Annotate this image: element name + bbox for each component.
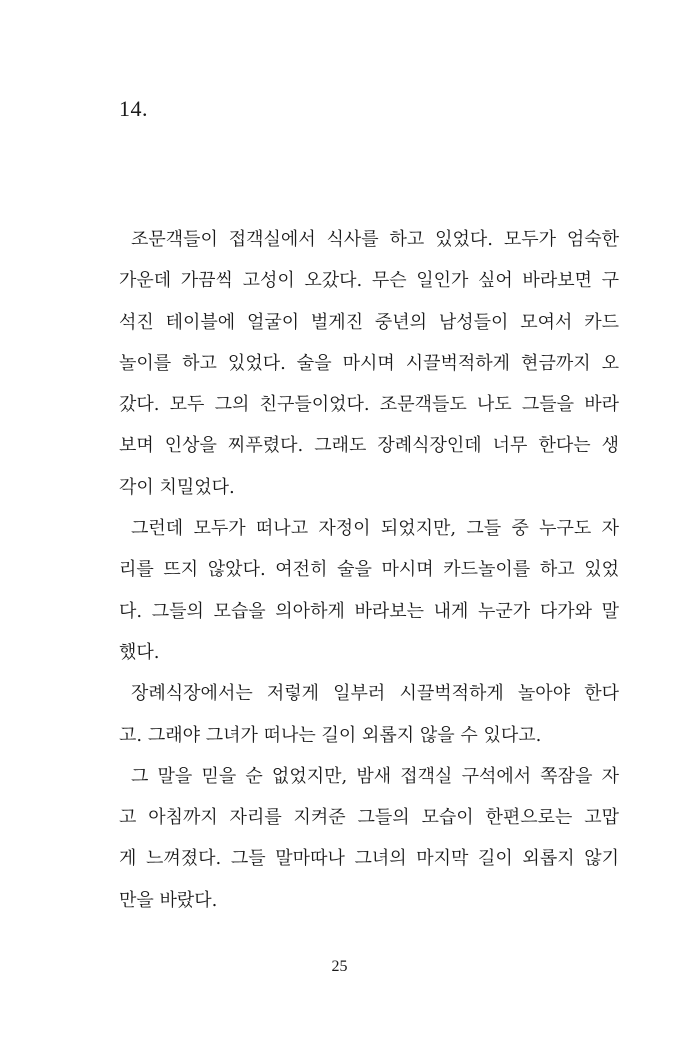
text-line: 그 말을 믿을 순 없었지만, 밤새 접객실 구석에서 쪽잠을 자: [131, 765, 619, 787]
text-line: 고 아침까지 자리를 지켜준 그들의 모습이 한편으로는 고맙: [119, 807, 619, 829]
body-text: [119, 219, 619, 921]
text-line: 장례식장에서는 저렇게 일부러 시끌벅적하게 놀아야 한다: [131, 683, 619, 705]
text-line: 조문객들이 접객실에서 식사를 하고 있었다. 모두가 엄숙한: [131, 229, 619, 250]
text-line: 다. 그들의 모습을 의아하게 바라보는 내게 누군가 다가와 말: [119, 600, 619, 622]
chapter-heading: 14.: [119, 96, 148, 121]
text-line: 가운데 가끔씩 고성이 오갔다. 무슨 일인가 싶어 바라보면 구: [119, 270, 619, 292]
text-line: 각이 치밀었다.: [119, 476, 235, 498]
text-line: 게 느껴졌다. 그들 말마따나 그녀의 마지막 길이 외롭지 않기: [119, 848, 619, 870]
text-line: 리를 뜨지 않았다. 여전히 술을 마시며 카드놀이를 하고 있었: [119, 559, 619, 581]
text-line: 보며 인상을 찌푸렸다. 그래도 장례식장인데 너무 한다는 생: [119, 435, 619, 457]
text-line: 석진 테이블에 얼굴이 벌게진 중년의 남성들이 모여서 카드: [119, 311, 619, 333]
text-line: 갔다. 모두 그의 친구들이었다. 조문객들도 나도 그들을 바라: [119, 394, 619, 416]
text-line: 고. 그래야 그녀가 떠나는 길이 외롭지 않을 수 있다고.: [119, 724, 542, 746]
text-line: 했다.: [119, 641, 160, 663]
text-line: 그런데 모두가 떠나고 자정이 되었지만, 그들 중 누구도 자: [131, 518, 619, 540]
text-line: 놀이를 하고 있었다. 술을 마시며 시끌벅적하게 현금까지 오: [119, 352, 619, 374]
text-line: 만을 바랐다.: [119, 889, 218, 911]
page-number: 25: [331, 958, 348, 975]
